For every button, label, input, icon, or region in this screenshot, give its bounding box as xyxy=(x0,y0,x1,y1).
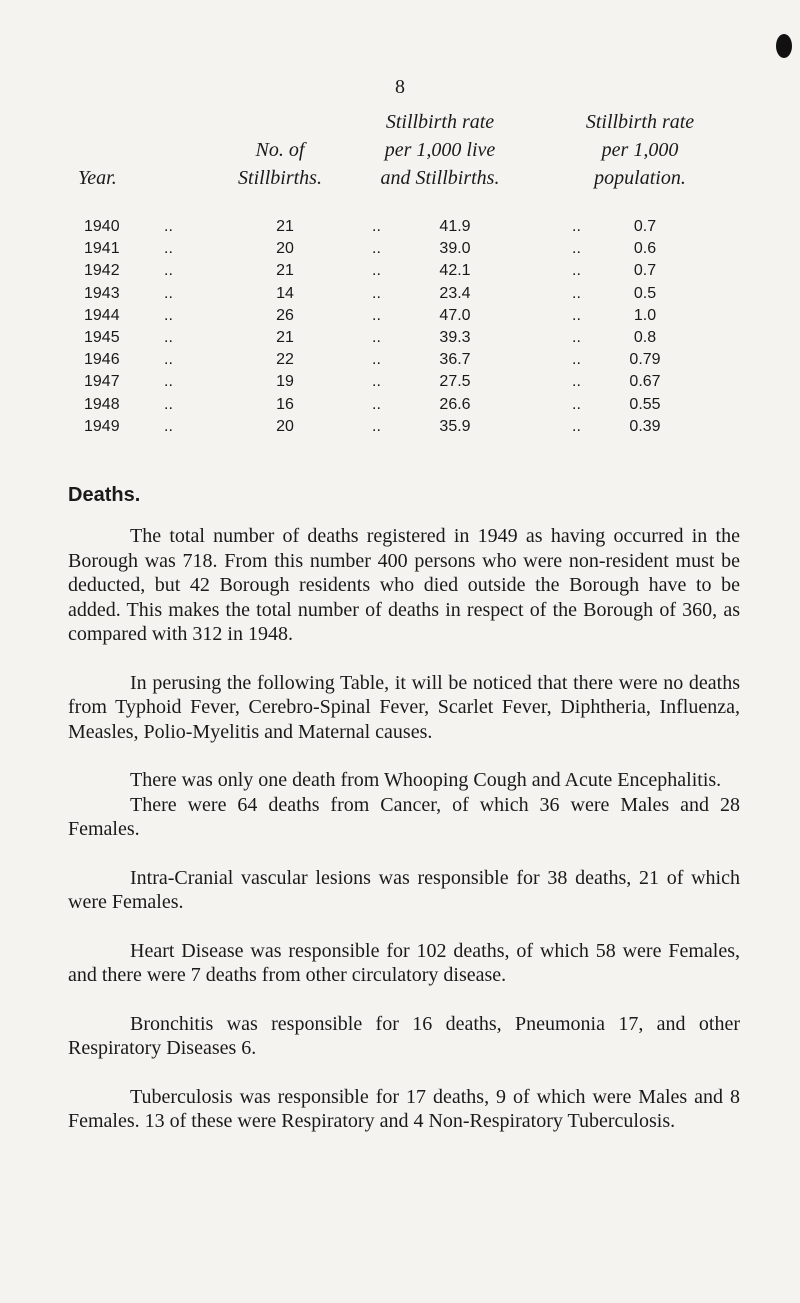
leader-dots: .. xyxy=(572,395,581,413)
leader-dots: .. xyxy=(164,306,173,324)
cell-year: 1942 xyxy=(84,262,120,280)
leader-dots: .. xyxy=(372,417,381,435)
leader-dots: .. xyxy=(572,417,581,435)
leader-dots: .. xyxy=(164,328,173,346)
cell-rate-population: 0.8 xyxy=(633,328,657,346)
leader-dots: .. xyxy=(372,395,381,413)
leader-dots: .. xyxy=(164,417,173,435)
table-row xyxy=(0,307,800,329)
paragraph: In perusing the following Table, it will be noticed that there were no deaths from Typhoid Fever, Cerebro-Spinal Fever, Scarlet Fever, Diphtheria, Influenza, Measles, Polio-Myelitis and Maternal causes. xyxy=(68,671,740,743)
cell-stillbirths: 26 xyxy=(276,306,294,324)
cell-rate-live: 36.7 xyxy=(439,351,471,369)
cell-rate-population: 0.7 xyxy=(633,262,657,280)
leader-dots: .. xyxy=(372,328,381,346)
leader-dots: .. xyxy=(164,284,173,302)
cell-year: 1949 xyxy=(84,417,120,435)
paragraph: Intra-Cranial vascular lesions was responsible for 38 deaths, 21 of which were Females. xyxy=(68,866,740,913)
leader-dots: .. xyxy=(372,262,381,280)
table-row xyxy=(0,351,800,373)
cell-rate-population: 0.67 xyxy=(629,373,661,391)
table-row xyxy=(0,329,800,351)
section-body xyxy=(68,524,740,1158)
cell-rate-live: 39.3 xyxy=(439,328,471,346)
table-row xyxy=(0,285,800,307)
cell-year: 1943 xyxy=(84,284,120,302)
leader-dots: .. xyxy=(572,218,581,235)
leader-dots: .. xyxy=(572,262,581,280)
cell-stillbirths: 21 xyxy=(276,262,294,280)
cell-year: 1948 xyxy=(84,395,120,413)
cell-year: 1944 xyxy=(84,306,120,324)
table-body xyxy=(0,218,800,440)
cell-year: 1941 xyxy=(84,240,120,258)
paragraph: There were 64 deaths from Cancer, of which 36 were Males and 28 Females. xyxy=(68,793,740,840)
cell-rate-live: 39.0 xyxy=(439,240,471,258)
cell-year: 1947 xyxy=(84,373,120,391)
header-stillbirths: No. of Stillbirths. xyxy=(238,139,322,189)
cell-stillbirths: 21 xyxy=(276,328,294,346)
leader-dots: .. xyxy=(572,240,581,258)
section-heading: Deaths. xyxy=(68,484,141,506)
leader-dots: .. xyxy=(164,218,173,235)
leader-dots: .. xyxy=(164,240,173,258)
table-row xyxy=(0,418,800,440)
cell-stillbirths: 19 xyxy=(276,373,294,391)
header-rate-live: Stillbirth rate per 1,000 live and Stillbirths. xyxy=(380,111,500,189)
leader-dots: .. xyxy=(164,373,173,391)
paragraph: There was only one death from Whooping Cough and Acute Encephalitis. xyxy=(130,769,722,791)
table-row xyxy=(0,396,800,418)
leader-dots: .. xyxy=(164,262,173,280)
table-row xyxy=(0,262,800,284)
page-number: 8 xyxy=(395,76,405,98)
leader-dots: .. xyxy=(372,351,381,369)
cell-rate-population: 0.39 xyxy=(629,417,661,435)
leader-dots: .. xyxy=(372,218,381,235)
cell-rate-live: 47.0 xyxy=(439,306,471,324)
cell-rate-live: 42.1 xyxy=(439,262,471,280)
cell-rate-live: 41.9 xyxy=(439,218,471,235)
cell-rate-population: 0.55 xyxy=(629,395,661,413)
cell-stillbirths: 14 xyxy=(276,284,294,302)
cell-stillbirths: 21 xyxy=(276,218,294,235)
cell-rate-live: 23.4 xyxy=(439,284,471,302)
cell-stillbirths: 16 xyxy=(276,395,294,413)
header-year: Year. xyxy=(78,167,117,189)
cell-rate-population: 0.79 xyxy=(629,351,661,369)
paragraph: Heart Disease was responsible for 102 deaths, of which 58 were Females, and there were 7 deaths from other circulatory disease. xyxy=(68,939,740,986)
leader-dots: .. xyxy=(164,351,173,369)
leader-dots: .. xyxy=(572,284,581,302)
leader-dots: .. xyxy=(372,240,381,258)
table-row xyxy=(0,240,800,262)
table-header xyxy=(0,108,800,218)
leader-dots: .. xyxy=(572,351,581,369)
cell-rate-population: 1.0 xyxy=(633,306,657,324)
cell-stillbirths: 20 xyxy=(276,417,294,435)
cell-rate-live: 27.5 xyxy=(439,373,471,391)
cell-year: 1945 xyxy=(84,328,120,346)
leader-dots: .. xyxy=(372,373,381,391)
header-rate-population: Stillbirth rate per 1,000 population. xyxy=(585,111,695,189)
paragraph: The total number of deaths registered in 1949 as having occurred in the Borough was 718. From this number 400 persons who were non-resident must be deducted, but 42 Borough residents who died outside the Borough have to be added. This makes the total number of deaths in respect of the Borough of 360, as compared with 312 in 1948. xyxy=(68,525,740,645)
stillbirth-table xyxy=(0,108,800,440)
table-row xyxy=(0,218,800,240)
cell-stillbirths: 20 xyxy=(276,240,294,258)
leader-dots: .. xyxy=(572,306,581,324)
leader-dots: .. xyxy=(372,306,381,324)
cell-rate-population: 0.7 xyxy=(633,218,657,235)
leader-dots: .. xyxy=(572,373,581,391)
ink-blot xyxy=(776,34,792,58)
paragraph: Tuberculosis was responsible for 17 deaths, 9 of which were Males and 8 Females. 13 of these were Respiratory and 4 Non-Respiratory Tuberculosis. xyxy=(68,1085,740,1132)
cell-rate-live: 26.6 xyxy=(439,395,471,413)
cell-rate-population: 0.6 xyxy=(633,240,657,258)
cell-rate-population: 0.5 xyxy=(633,284,657,302)
cell-stillbirths: 22 xyxy=(276,351,294,369)
cell-year: 1940 xyxy=(84,218,120,235)
table-row xyxy=(0,373,800,395)
cell-year: 1946 xyxy=(84,351,120,369)
leader-dots: .. xyxy=(372,284,381,302)
leader-dots: .. xyxy=(572,328,581,346)
leader-dots: .. xyxy=(164,395,173,413)
paragraph: Bronchitis was responsible for 16 deaths, Pneumonia 17, and other Respiratory Diseases 6. xyxy=(68,1012,740,1059)
cell-rate-live: 35.9 xyxy=(439,417,471,435)
